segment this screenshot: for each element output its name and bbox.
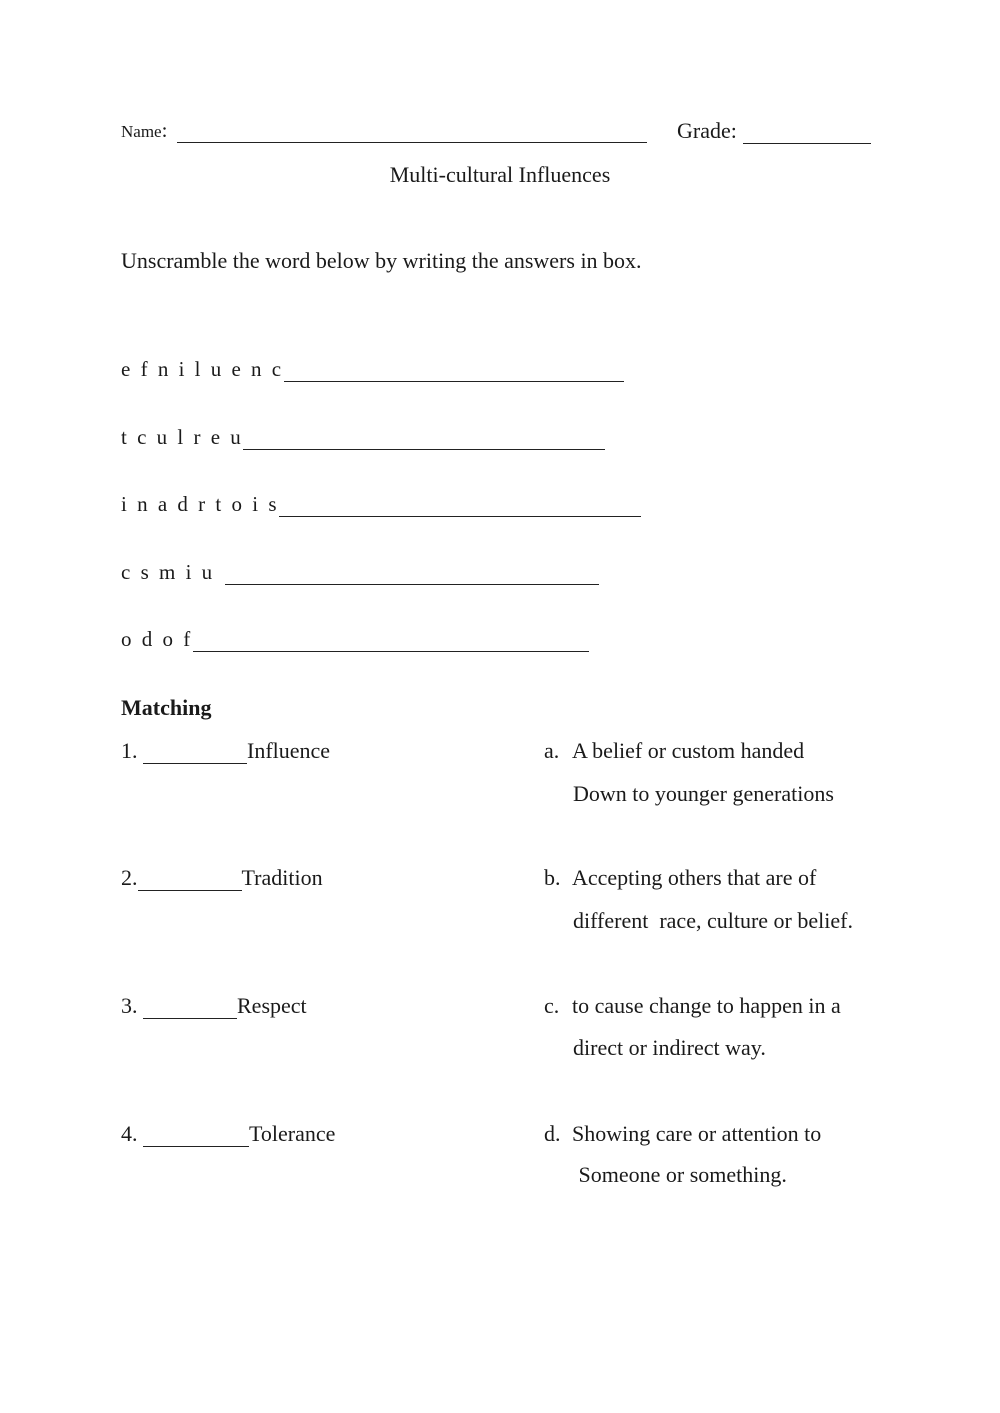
term-answer-blank[interactable] [143, 741, 247, 764]
term-answer-blank[interactable] [143, 1124, 249, 1147]
grade-field-row [677, 118, 871, 144]
scramble-item [121, 560, 599, 585]
definition-letter: a. [544, 738, 560, 763]
definition-text: Showing care or attention to [572, 1121, 822, 1146]
grade-label: Grade: [677, 118, 737, 143]
name-field-row [121, 118, 647, 143]
name-colon: : [161, 118, 168, 142]
matching-definition [544, 1121, 821, 1147]
scrambled-letters: t c u l r e u [121, 425, 244, 449]
worksheet-title: Multi-cultural Influences [389, 162, 611, 187]
instructions-text: Unscramble the word below by writing the answers in box. [121, 248, 642, 273]
term-number: 4. [121, 1121, 138, 1146]
matching-definition [544, 993, 841, 1019]
name-label: Name [121, 122, 162, 141]
name-blank-line[interactable] [177, 120, 647, 143]
term-label: Respect [237, 993, 307, 1018]
scramble-item [121, 627, 589, 652]
definition-letter: d. [544, 1121, 561, 1146]
scramble-item [121, 357, 624, 382]
answer-blank-line[interactable] [279, 494, 641, 517]
term-label: Influence [247, 738, 331, 763]
term-label: Tolerance [249, 1121, 336, 1146]
definition-text: Accepting others that are of [572, 865, 817, 890]
definition-continuation: direct or indirect way. [573, 1035, 766, 1060]
matching-term [121, 993, 307, 1019]
matching-heading: Matching [121, 695, 212, 720]
scramble-item [121, 492, 641, 517]
definition-letter: b. [544, 865, 561, 890]
definition-letter: c. [544, 993, 560, 1018]
answer-blank-line[interactable] [243, 427, 605, 450]
scrambled-letters: i n a d r t o i s [121, 492, 279, 516]
answer-blank-line[interactable] [225, 562, 599, 585]
matching-term [121, 738, 330, 764]
definition-continuation: Down to younger generations [573, 781, 834, 806]
term-answer-blank[interactable] [138, 868, 242, 891]
definition-text: to cause change to happen in a [572, 993, 841, 1018]
answer-blank-line[interactable] [193, 629, 589, 652]
answer-blank-line[interactable] [284, 359, 624, 382]
term-number: 3. [121, 993, 138, 1018]
term-number: 2. [121, 865, 138, 890]
grade-blank-line[interactable] [743, 121, 871, 144]
matching-term [121, 1121, 335, 1147]
term-label: Tradition [241, 865, 323, 890]
definition-continuation: Someone or something. [573, 1162, 787, 1187]
definition-continuation: different race, culture or belief. [573, 908, 853, 933]
definition-text: A belief or custom handed [572, 738, 805, 763]
scrambled-letters: c s m i u [121, 560, 215, 584]
matching-definition [544, 865, 816, 891]
scrambled-letters: o d o f [121, 627, 193, 651]
matching-term [121, 865, 323, 891]
term-number: 1. [121, 738, 138, 763]
scramble-item [121, 425, 605, 450]
scrambled-letters: e f n i l u e n c [121, 357, 284, 381]
term-answer-blank[interactable] [143, 996, 237, 1019]
matching-definition [544, 738, 804, 764]
